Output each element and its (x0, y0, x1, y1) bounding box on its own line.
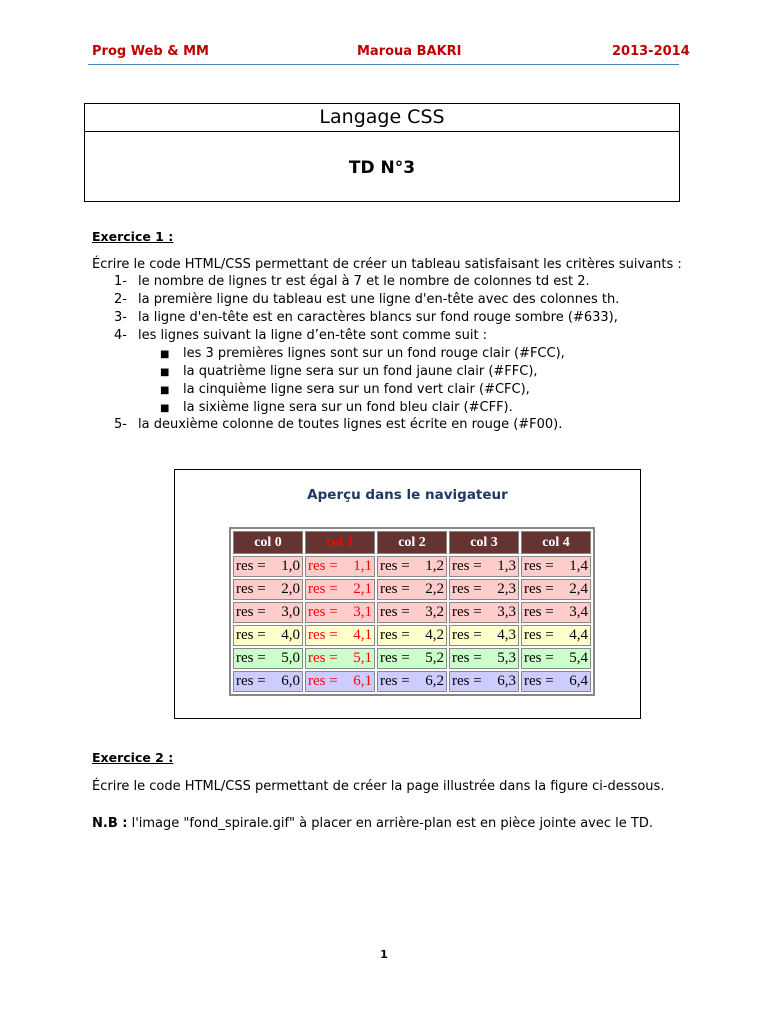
bullet-icon: ■ (160, 403, 170, 414)
table-cell: res = 3,1 (305, 602, 375, 623)
exercise-2-title: Exercice 2 : (92, 750, 174, 765)
bullet-icon: ■ (160, 367, 170, 378)
table-cell: res = 1,1 (305, 556, 375, 577)
table-row (233, 625, 591, 646)
table-cell: res = 2,1 (305, 579, 375, 600)
table-cell: res = 3,3 (449, 602, 519, 623)
table-row (233, 671, 591, 692)
exercise-2-intro: Écrire le code HTML/CSS permettant de créer la page illustrée dans la figure ci-dessous. (92, 779, 665, 794)
table-cell: res = 6,0 (233, 671, 303, 692)
sub-list-item: la sixième ligne sera sur un fond bleu clair (#CFF). (183, 400, 513, 415)
table-cell: res = 3,4 (521, 602, 591, 623)
note-label: N.B : (92, 816, 128, 831)
table-cell: res = 4,2 (377, 625, 447, 646)
table-cell: res = 3,0 (233, 602, 303, 623)
list-number: 4- (114, 328, 127, 343)
table-cell: res = 2,3 (449, 579, 519, 600)
sub-list-item: la quatrième ligne sera sur un fond jaune clair (#FFC), (183, 364, 538, 379)
note-paragraph (92, 816, 653, 831)
doc-title: Langage CSS (85, 104, 679, 132)
header-author: Maroua BAKRI (357, 44, 462, 59)
table-cell: res = 1,4 (521, 556, 591, 577)
list-item: les lignes suivant la ligne d’en-tête sont comme suit : (138, 328, 488, 343)
list-number: 2- (114, 292, 127, 307)
note-text: l'image "fond_spirale.gif" à placer en arrière-plan est en pièce jointe avec le TD. (127, 816, 653, 831)
header-rule (88, 64, 679, 65)
table-cell: res = 6,2 (377, 671, 447, 692)
sub-list-item: la cinquième ligne sera sur un fond vert clair (#CFC), (183, 382, 530, 397)
title-box (84, 103, 680, 202)
table-row (233, 579, 591, 600)
table-cell: res = 4,1 (305, 625, 375, 646)
doc-subtitle: TD N°3 (348, 158, 416, 178)
list-item: la ligne d'en-tête est en caractères blancs sur fond rouge sombre (#633), (138, 310, 618, 325)
list-number: 3- (114, 310, 127, 325)
sub-list-item: les 3 premières lignes sont sur un fond rouge clair (#FCC), (183, 346, 565, 361)
table-cell: res = 5,2 (377, 648, 447, 669)
table-row (233, 648, 591, 669)
page-number: 1 (380, 948, 388, 961)
exercise-1-intro: Écrire le code HTML/CSS permettant de créer un tableau satisfaisant les critères suivants : (92, 257, 682, 272)
header-year: 2013-2014 (612, 44, 690, 59)
result-table (229, 527, 595, 696)
table-cell: res = 1,0 (233, 556, 303, 577)
table-cell: res = 2,0 (233, 579, 303, 600)
table-cell: res = 1,2 (377, 556, 447, 577)
bullet-icon: ■ (160, 385, 170, 396)
table-cell: res = 1,3 (449, 556, 519, 577)
table-cell: res = 5,0 (233, 648, 303, 669)
table-cell: res = 2,4 (521, 579, 591, 600)
column-header: col 1 (305, 531, 375, 554)
list-item: la première ligne du tableau est une ligne d'en-tête avec des colonnes th. (138, 292, 620, 307)
table-cell: res = 4,0 (233, 625, 303, 646)
column-header: col 4 (521, 531, 591, 554)
table-cell: res = 4,3 (449, 625, 519, 646)
table-row (233, 556, 591, 577)
column-header: col 0 (233, 531, 303, 554)
exercise-1-title: Exercice 1 : (92, 229, 174, 244)
list-item: le nombre de lignes tr est égal à 7 et le nombre de colonnes td est 2. (138, 274, 590, 289)
list-number: 1- (114, 274, 127, 289)
table-cell: res = 5,3 (449, 648, 519, 669)
list-number: 5- (114, 417, 127, 432)
table-cell: res = 5,4 (521, 648, 591, 669)
column-header: col 2 (377, 531, 447, 554)
list-item: la deuxième colonne de toutes lignes est écrite en rouge (#F00). (138, 417, 563, 432)
table-cell: res = 5,1 (305, 648, 375, 669)
table-row (233, 602, 591, 623)
table-cell: res = 2,2 (377, 579, 447, 600)
browser-preview-box (174, 469, 641, 719)
table-cell: res = 6,3 (449, 671, 519, 692)
preview-title: Aperçu dans le navigateur (307, 487, 508, 503)
table-header-row (233, 531, 591, 554)
column-header: col 3 (449, 531, 519, 554)
table-cell: res = 6,1 (305, 671, 375, 692)
bullet-icon: ■ (160, 349, 170, 360)
table-cell: res = 6,4 (521, 671, 591, 692)
header-course: Prog Web & MM (92, 44, 209, 59)
table-cell: res = 3,2 (377, 602, 447, 623)
table-cell: res = 4,4 (521, 625, 591, 646)
